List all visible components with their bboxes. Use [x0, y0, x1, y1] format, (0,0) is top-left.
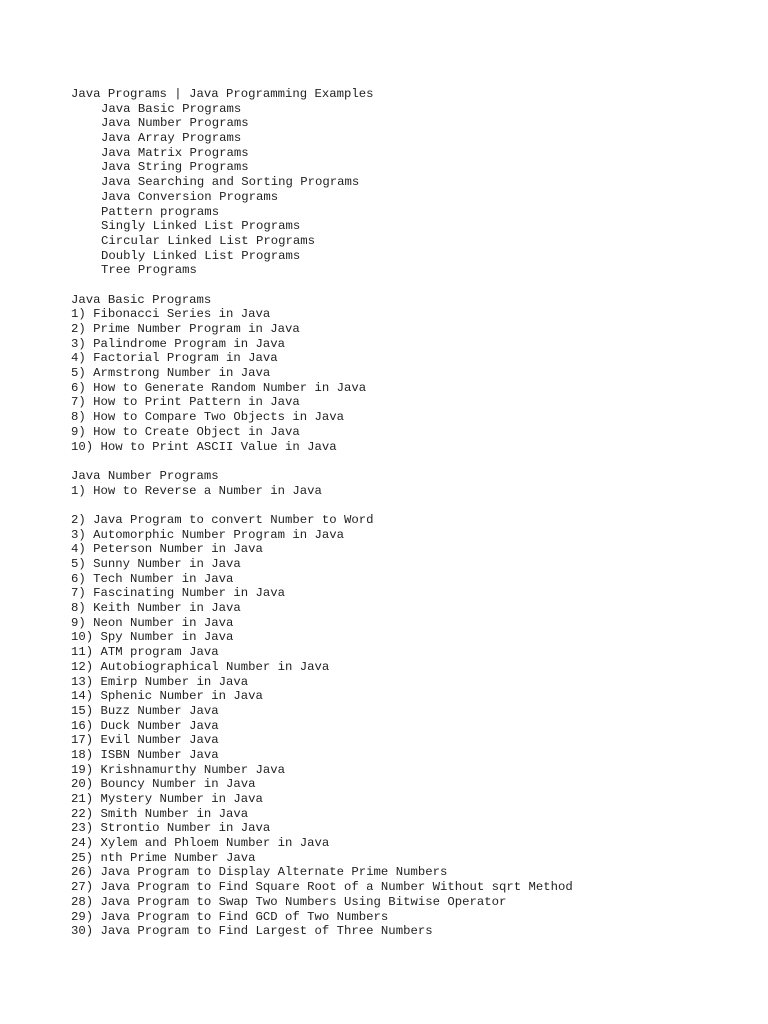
list-item: 17) Evil Number Java: [71, 733, 219, 748]
toc-item: Java String Programs: [101, 160, 249, 175]
list-item: 20) Bouncy Number in Java: [71, 777, 256, 792]
list-item: 3) Palindrome Program in Java: [71, 336, 286, 351]
list-item: 26) Java Program to Display Alternate Prime Numbers: [71, 865, 448, 880]
toc-item: Circular Linked List Programs: [101, 233, 316, 248]
list-item: 27) Java Program to Find Square Root of a Number Without sqrt Method: [71, 880, 573, 895]
blank-line: [71, 454, 751, 469]
list-item: 29) Java Program to Find GCD of Two Numbers: [71, 909, 389, 924]
basic-programs-list: [71, 307, 751, 454]
list-item: 10) How to Print ASCII Value in Java: [71, 439, 337, 454]
toc-item: Pattern programs: [101, 204, 220, 219]
toc-item: Java Basic Programs: [101, 101, 242, 116]
toc-item: Java Matrix Programs: [101, 145, 249, 160]
list-item: 8) Keith Number in Java: [71, 601, 241, 616]
list-item: 2) Java Program to convert Number to Word: [71, 512, 374, 527]
document-title: Java Programs | Java Programming Examples: [71, 87, 374, 101]
toc-item: Singly Linked List Programs: [101, 219, 301, 234]
list-item: 7) How to Print Pattern in Java: [71, 395, 300, 410]
list-item: 6) Tech Number in Java: [71, 571, 234, 586]
list-item: 18) ISBN Number Java: [71, 747, 219, 762]
list-item: 5) Armstrong Number in Java: [71, 366, 271, 381]
number-programs-list: [71, 513, 751, 939]
basic-programs-heading: Java Basic Programs: [71, 292, 212, 307]
list-item: 28) Java Program to Swap Two Numbers Using Bitwise Operator: [71, 894, 507, 909]
list-item: 16) Duck Number Java: [71, 718, 219, 733]
blank-line: [71, 498, 751, 513]
list-item: 4) Peterson Number in Java: [71, 542, 263, 557]
list-item: 3) Automorphic Number Program in Java: [71, 527, 345, 542]
list-item: 4) Factorial Program in Java: [71, 351, 278, 366]
list-item: 2) Prime Number Program in Java: [71, 322, 300, 336]
list-item: 7) Fascinating Number in Java: [71, 586, 286, 601]
list-item: 24) Xylem and Phloem Number in Java: [71, 836, 330, 851]
list-item: 1) Fibonacci Series in Java: [71, 307, 271, 322]
list-item: 22) Smith Number in Java: [71, 806, 249, 821]
list-item: 21) Mystery Number in Java: [71, 792, 263, 806]
toc-item: Java Conversion Programs: [101, 189, 279, 204]
list-item: 30) Java Program to Find Largest of Three Numbers: [71, 924, 433, 939]
list-item: 6) How to Generate Random Number in Java: [71, 380, 367, 395]
list-item: 19) Krishnamurthy Number Java: [71, 762, 286, 777]
list-item: 13) Emirp Number in Java: [71, 674, 249, 689]
list-item: 14) Sphenic Number in Java: [71, 689, 263, 704]
list-item: 10) Spy Number in Java: [71, 630, 234, 645]
list-item: 25) nth Prime Number Java: [71, 850, 256, 865]
list-item: 9) How to Create Object in Java: [71, 424, 300, 439]
list-item: 5) Sunny Number in Java: [71, 557, 241, 571]
toc-list: [71, 102, 751, 278]
list-item: 23) Strontio Number in Java: [71, 821, 271, 836]
number-programs-heading: Java Number Programs: [71, 468, 219, 483]
toc-item: Java Array Programs: [101, 131, 242, 146]
list-item: 9) Neon Number in Java: [71, 615, 234, 630]
list-item: 12) Autobiographical Number in Java: [71, 659, 330, 674]
toc-item: Java Number Programs: [101, 116, 249, 131]
toc-item: Doubly Linked List Programs: [101, 248, 301, 263]
list-item: 1) How to Reverse a Number in Java: [71, 483, 322, 498]
list-item: 8) How to Compare Two Objects in Java: [71, 410, 345, 425]
document-page: [71, 87, 751, 939]
blank-line: [71, 278, 751, 293]
list-item: 11) ATM program Java: [71, 645, 219, 660]
toc-item: Java Searching and Sorting Programs: [101, 175, 360, 190]
list-item: 15) Buzz Number Java: [71, 703, 219, 718]
toc-item: Tree Programs: [101, 263, 197, 278]
